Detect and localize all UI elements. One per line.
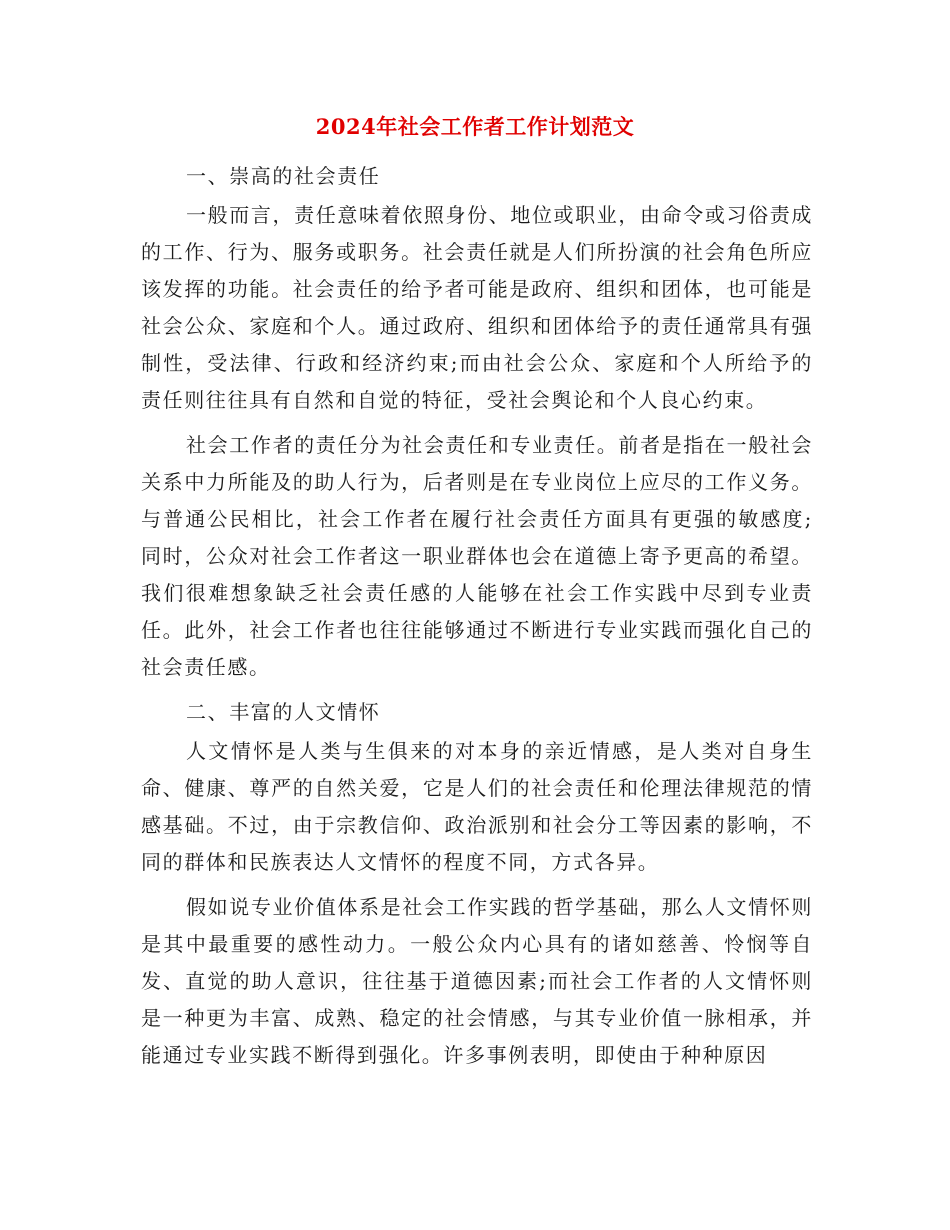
document-title: 2024年社会工作者工作计划范文	[315, 114, 635, 139]
section-heading-1: 一、崇高的社会责任	[186, 164, 381, 188]
paragraph-4: 假如说专业价值体系是社会工作实践的哲学基础，那么人文情怀则是其中最重要的感性动力。一般公众内心具有的诸如慈善、怜悯等自发、直觉的助人意识，往往基于道德因素;而社会工作者的人文情怀则是一种更为丰富、成熟、稳定的社会情感，与其专业价值一脉相承，并能通过专业实践不断得到强化。许多事例表明，即使由于种种原因	[141, 895, 813, 1067]
paragraph-1: 一般而言，责任意味着依照身份、地位或职业，由命令或习俗责成的工作、行为、服务或职务。社会责任就是人们所扮演的社会角色所应该发挥的功能。社会责任的给予者可能是政府、组织和团体，也可能是社会公众、家庭和个人。通过政府、组织和团体给予的责任通常具有强制性，受法律、行政和经济约束;而由社会公众、家庭和个人所给予的责任则往往具有自然和自觉的特征，受社会舆论和个人良心约束。	[141, 203, 813, 412]
section-heading-2: 二、丰富的人文情怀	[186, 700, 381, 724]
document-body	[141, 158, 813, 1082]
paragraph-3: 人文情怀是人类与生俱来的对本身的亲近情感，是人类对自身生命、健康、尊严的自然关爱，它是人们的社会责任和伦理法律规范的情感基础。不过，由于宗教信仰、政治派别和社会分工等因素的影响，不同的群体和民族表达人文情怀的程度不同，方式各异。	[141, 739, 813, 874]
paragraph-2: 社会工作者的责任分为社会责任和专业责任。前者是指在一般社会关系中力所能及的助人行为，后者则是在专业岗位上应尽的工作义务。与普通公民相比，社会工作者在履行社会责任方面具有更强的敏感度;同时，公众对社会工作者这一职业群体也会在道德上寄予更高的希望。我们很难想象缺乏社会责任感的人能够在社会工作实践中尽到专业责任。此外，社会工作者也往往能够通过不断进行专业实践而强化自己的社会责任感。	[141, 433, 813, 679]
